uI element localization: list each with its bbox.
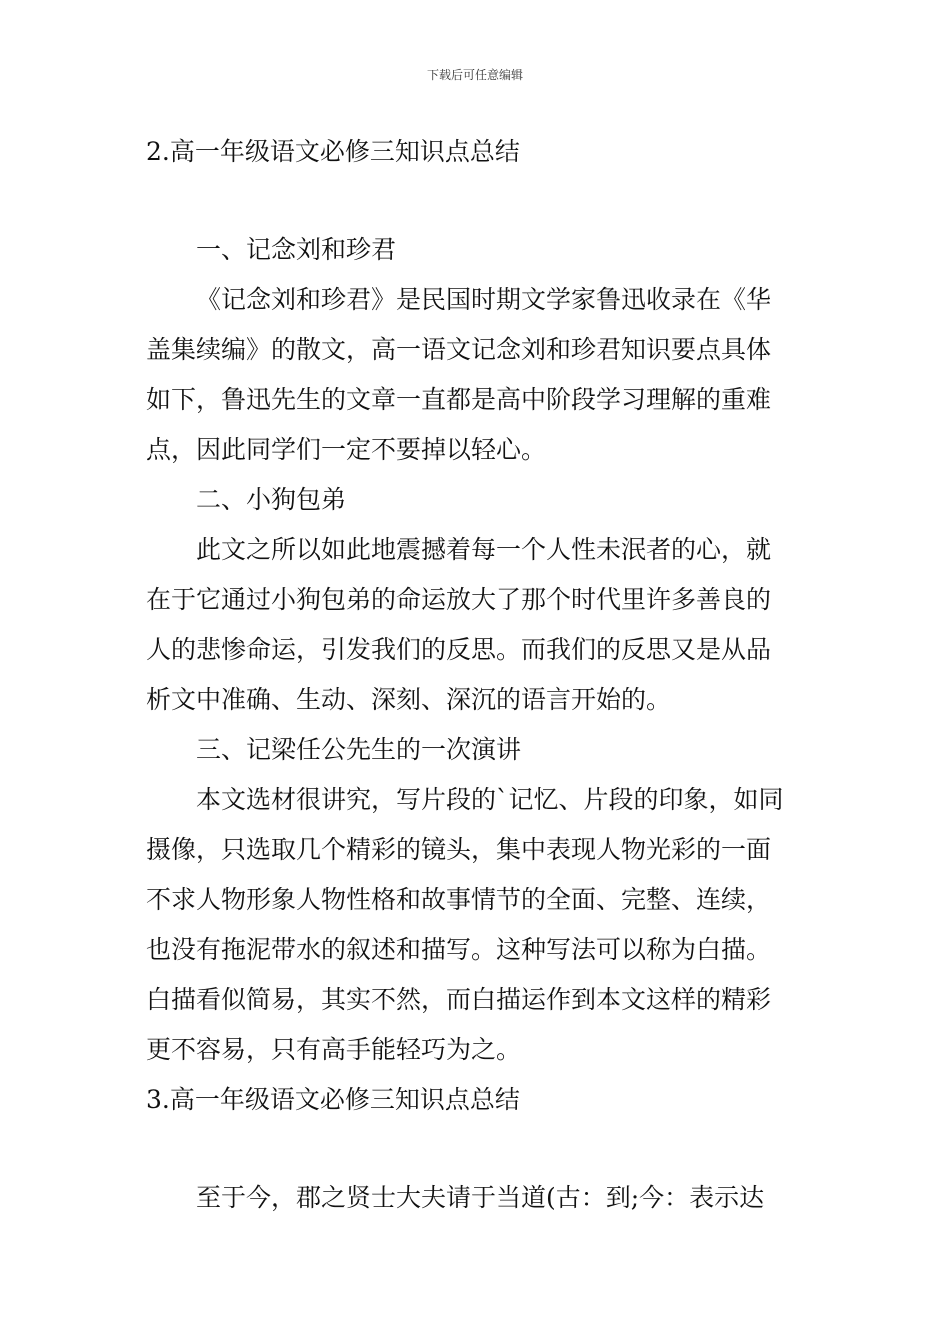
paragraph-line: 盖集续编》的散文，高一语文记念刘和珍君知识要点具体: [146, 335, 772, 364]
paragraph-line: 在于它通过小狗包弟的命运放大了那个时代里许多善良的: [146, 585, 772, 614]
paragraph-line: 至于今，郡之贤士大夫请于当道(古：到;今：表示达: [196, 1183, 765, 1212]
paragraph-line: 也没有拖泥带水的叙述和描写。这种写法可以称为白描。: [146, 935, 772, 964]
paragraph-line: 本文选材很讲究，写片段的`记忆、片段的印象，如同: [196, 785, 784, 814]
subsection-heading: 一、记念刘和珍君: [196, 235, 397, 264]
page-header-note: 下载后可任意编辑: [426, 68, 523, 82]
paragraph-line: 《记念刘和珍君》是民国时期文学家鲁迅收录在《华: [196, 285, 772, 314]
section-heading: 3.高一年级语文必修三知识点总结: [146, 1085, 520, 1114]
subsection-heading: 二、小狗包弟: [196, 485, 347, 514]
section-heading: 2.高一年级语文必修三知识点总结: [146, 137, 520, 166]
paragraph-line: 析文中准确、生动、深刻、深沉的语言开始的。: [146, 685, 672, 714]
paragraph-line: 如下，鲁迅先生的文章一直都是高中阶段学习理解的重难: [146, 385, 772, 414]
paragraph-line: 白描看似简易，其实不然，而白描运作到本文这样的精彩: [146, 985, 772, 1014]
subsection-heading: 三、记梁任公先生的一次演讲: [196, 735, 522, 764]
paragraph-line: 更不容易，只有高手能轻巧为之。: [146, 1035, 522, 1064]
paragraph-line: 人的悲惨命运，引发我们的反思。而我们的反思又是从品: [146, 635, 772, 664]
paragraph-line: 点，因此同学们一定不要掉以轻心。: [146, 435, 547, 464]
paragraph-line: 摄像，只选取几个精彩的镜头，集中表现人物光彩的一面: [146, 835, 772, 864]
paragraph-line: 此文之所以如此地震撼着每一个人性未泯者的心，就: [196, 535, 772, 564]
paragraph-line: 不求人物形象人物性格和故事情节的全面、完整、连续，: [146, 885, 772, 914]
